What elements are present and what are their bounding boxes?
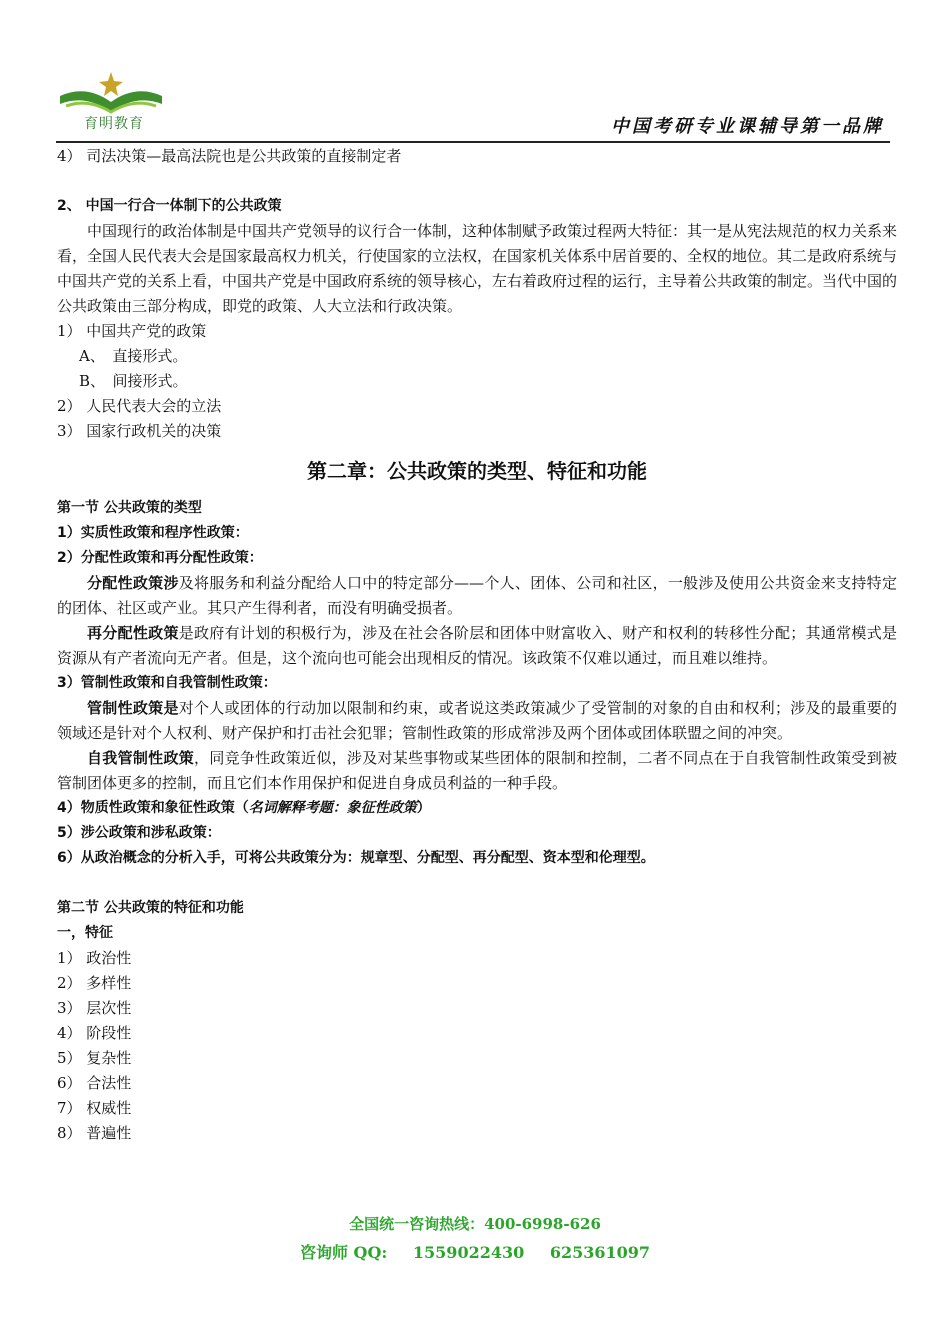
qq-number-1: 1559022430	[412, 1243, 525, 1262]
text-line: 4） 司法决策—最高法院也是公共政策的直接制定者	[57, 147, 402, 165]
section-heading: 2、 中国一行合一体制下的公共政策	[57, 198, 282, 214]
list-item: 6） 合法性	[57, 1074, 132, 1092]
logo-emblem-icon	[56, 66, 166, 116]
list-item: 5） 复杂性	[57, 1049, 132, 1067]
logo-text: 育明教育	[84, 116, 144, 132]
paragraph: 管制性政策是对个人或团体的行动加以限制和约束，或者说这类政策减少了受管制的对象的自由和权利；涉及的最重要的领域还是针对个人权利、财产保护和打击社会犯罪；管制性政策的形成常涉及两个团体或团体联盟之间的冲突。	[57, 699, 897, 742]
page-header	[0, 0, 950, 145]
term: 再分配性政策	[87, 624, 179, 642]
list-item: 7） 权威性	[57, 1099, 132, 1117]
section-heading: 第一节 公共政策的类型	[57, 500, 202, 516]
list-item: 8） 普遍性	[57, 1124, 132, 1142]
paragraph: 再分配性政策是政府有计划的积极行为，涉及在社会各阶层和团体中财富收入、财产和权利的转移性分配；其通常模式是资源从有产者流向无产者。但是，这个流向也可能会出现相反的情况。该政策不仅难以通过，而且难以维持。	[57, 624, 897, 667]
list-item: A、 直接形式。	[79, 347, 188, 365]
term: 自我管制性政策	[87, 749, 195, 767]
footer-qq	[0, 1240, 950, 1263]
subheading: 3）管制性政策和自我管制性政策：	[57, 675, 277, 691]
paragraph: 分配性政策涉及将服务和利益分配给人口中的特定部分——个人、团体、公司和社区，一般涉及使用公共资金来支持特定的团体、社区或产业。其只产生得利者，而没有明确受损者。	[57, 574, 897, 617]
list-item: 3） 层次性	[57, 999, 132, 1017]
qq-label: 咨询师 QQ:	[299, 1243, 388, 1262]
brand-slogan: 中国考研专业课辅导第一品牌	[611, 116, 884, 137]
term: 管制性政策是	[87, 699, 179, 717]
list-item: B、 间接形式。	[79, 372, 188, 390]
subheading: 5）涉公政策和涉私政策：	[57, 825, 221, 841]
subheading: 6）从政治概念的分析入手，可将公共政策分为：规章型、分配型、再分配型、资本型和伦理型。	[57, 850, 655, 866]
subheading: 4）物质性政策和象征性政策（名词解释考题：象征性政策）	[57, 800, 431, 816]
subheading: 2）分配性政策和再分配性政策：	[57, 550, 263, 566]
section-heading: 第二节 公共政策的特征和功能	[57, 900, 244, 916]
list-item: 1） 政治性	[57, 949, 132, 967]
paragraph: 中国现行的政治体制是中国共产党领导的议行合一体制，这种体制赋予政策过程两大特征：其一是从宪法规范的权力关系来看，全国人民代表大会是国家最高权力机关，行使国家的立法权，在国家机关体系中居首要的、全权的地位。其二是政府系统与中国共产党的关系上看，中国共产党是中国政府系统的领导核心，左右着政府过程的运行，主导着公共政策的制定。当代中国的公共政策由三部分构成，即党的政策、人大立法和行政决策。	[57, 222, 898, 315]
yuming-logo	[56, 66, 166, 138]
paragraph: 自我管制性政策，同竞争性政策近似，涉及对某些事物或某些团体的限制和控制，二者不同点在于自我管制性政策受到被管制团体更多的控制，而且它们本作用保护和促进自身成员利益的一种手段。	[57, 749, 897, 792]
subheading: 1）实质性政策和程序性政策：	[57, 525, 249, 541]
list-item: 4） 阶段性	[57, 1024, 132, 1042]
chapter-title: 第二章：公共政策的类型、特征和功能	[307, 459, 647, 483]
list-item: 2） 多样性	[57, 974, 132, 992]
list-item: 3） 国家行政机关的决策	[57, 422, 222, 440]
subheading: 一，特征	[57, 925, 113, 941]
list-item: 1） 中国共产党的政策	[57, 322, 207, 340]
header-divider	[56, 141, 890, 143]
list-item: 2） 人民代表大会的立法	[57, 397, 222, 415]
qq-number-2: 625361097	[549, 1243, 651, 1262]
document-body	[57, 144, 897, 1146]
footer-hotline: 全国统一咨询热线：400-6998-626	[349, 1215, 601, 1233]
term: 分配性政策涉	[87, 574, 179, 592]
